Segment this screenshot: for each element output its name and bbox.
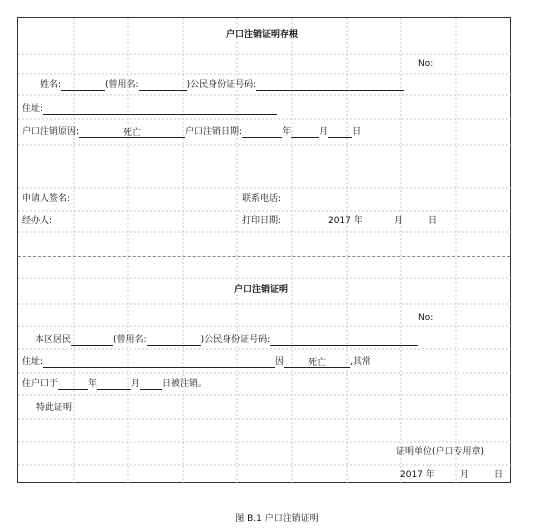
household-prefix: 住户口于: [22, 379, 59, 389]
cert-date-day: 日: [494, 470, 504, 480]
cert-date-month: 月: [460, 470, 470, 480]
cert-household-row: [22, 378, 207, 390]
cert-month-field[interactable]: [97, 379, 131, 390]
cert-resident-row: [35, 334, 418, 346]
stub-reason-row: [22, 126, 361, 138]
stub-address-row: [22, 103, 277, 115]
address-field[interactable]: [43, 104, 277, 115]
cert-year-label: 年: [88, 379, 98, 389]
cert-former-name-field[interactable]: [147, 335, 201, 346]
phone-label: 联系电话:: [242, 194, 282, 204]
handler-label: 经办人:: [22, 216, 53, 226]
cert-former-name-label: (曾用名:: [113, 335, 147, 345]
cert-title: 户口注销证明: [234, 285, 289, 295]
cancel-year-field[interactable]: [242, 127, 282, 138]
hereby-certify: 特此证明: [36, 403, 73, 413]
name-label: 姓名:: [40, 80, 62, 90]
because-label: 因: [275, 357, 285, 367]
cancel-month-field[interactable]: [291, 127, 319, 138]
resident-name-field[interactable]: [71, 335, 113, 346]
figure-caption: 图 B.1 户口注销证明: [235, 514, 319, 524]
stub-title: 户口注销证明存根: [226, 30, 299, 40]
stub-no-label: No:: [418, 59, 434, 69]
former-name-label: (曾用名:: [105, 80, 139, 90]
cert-id-number-field[interactable]: [270, 335, 418, 346]
original-suffix: ,其常: [350, 357, 371, 367]
resident-label: 本区居民: [35, 335, 72, 345]
print-date-label: 打印日期:: [242, 216, 282, 226]
cert-date-value: 2017 年: [400, 470, 435, 480]
reason-label: 户口注销原因:: [22, 127, 80, 137]
cert-id-label: )公民身份证号码:: [200, 335, 271, 345]
applicant-label: 申请人签名:: [22, 194, 71, 204]
date-label: 户口注销日期:: [185, 127, 243, 137]
former-name-field[interactable]: [139, 80, 187, 91]
reason-field[interactable]: 死亡: [79, 127, 185, 138]
certificate-form: [17, 17, 511, 483]
cert-month-label: 月: [131, 379, 141, 389]
cert-reason-field[interactable]: 死亡: [284, 357, 350, 368]
issuer-label: 证明单位(户口专用章): [396, 447, 485, 457]
cert-address-label: 住址:: [22, 357, 44, 367]
cut-line: [18, 256, 510, 257]
month-label: 月: [319, 127, 329, 137]
cert-day-field[interactable]: [140, 379, 162, 390]
cert-address-field[interactable]: [43, 357, 275, 368]
id-label: )公民身份证号码:: [186, 80, 257, 90]
print-date-value: 2017 年: [328, 216, 363, 226]
name-field[interactable]: [61, 80, 105, 91]
day-label: 日: [352, 127, 362, 137]
address-label: 住址:: [22, 104, 44, 114]
cert-year-field[interactable]: [58, 379, 88, 390]
stub-name-row: [40, 79, 404, 91]
id-number-field[interactable]: [256, 80, 404, 91]
cancel-day-field[interactable]: [328, 127, 352, 138]
cert-day-cancelled: 日被注销。: [162, 379, 208, 389]
cert-no-label: No:: [418, 313, 434, 323]
cert-address-row: [22, 356, 371, 368]
year-label: 年: [282, 127, 292, 137]
print-day: 日: [428, 216, 438, 226]
print-month: 月: [394, 216, 404, 226]
